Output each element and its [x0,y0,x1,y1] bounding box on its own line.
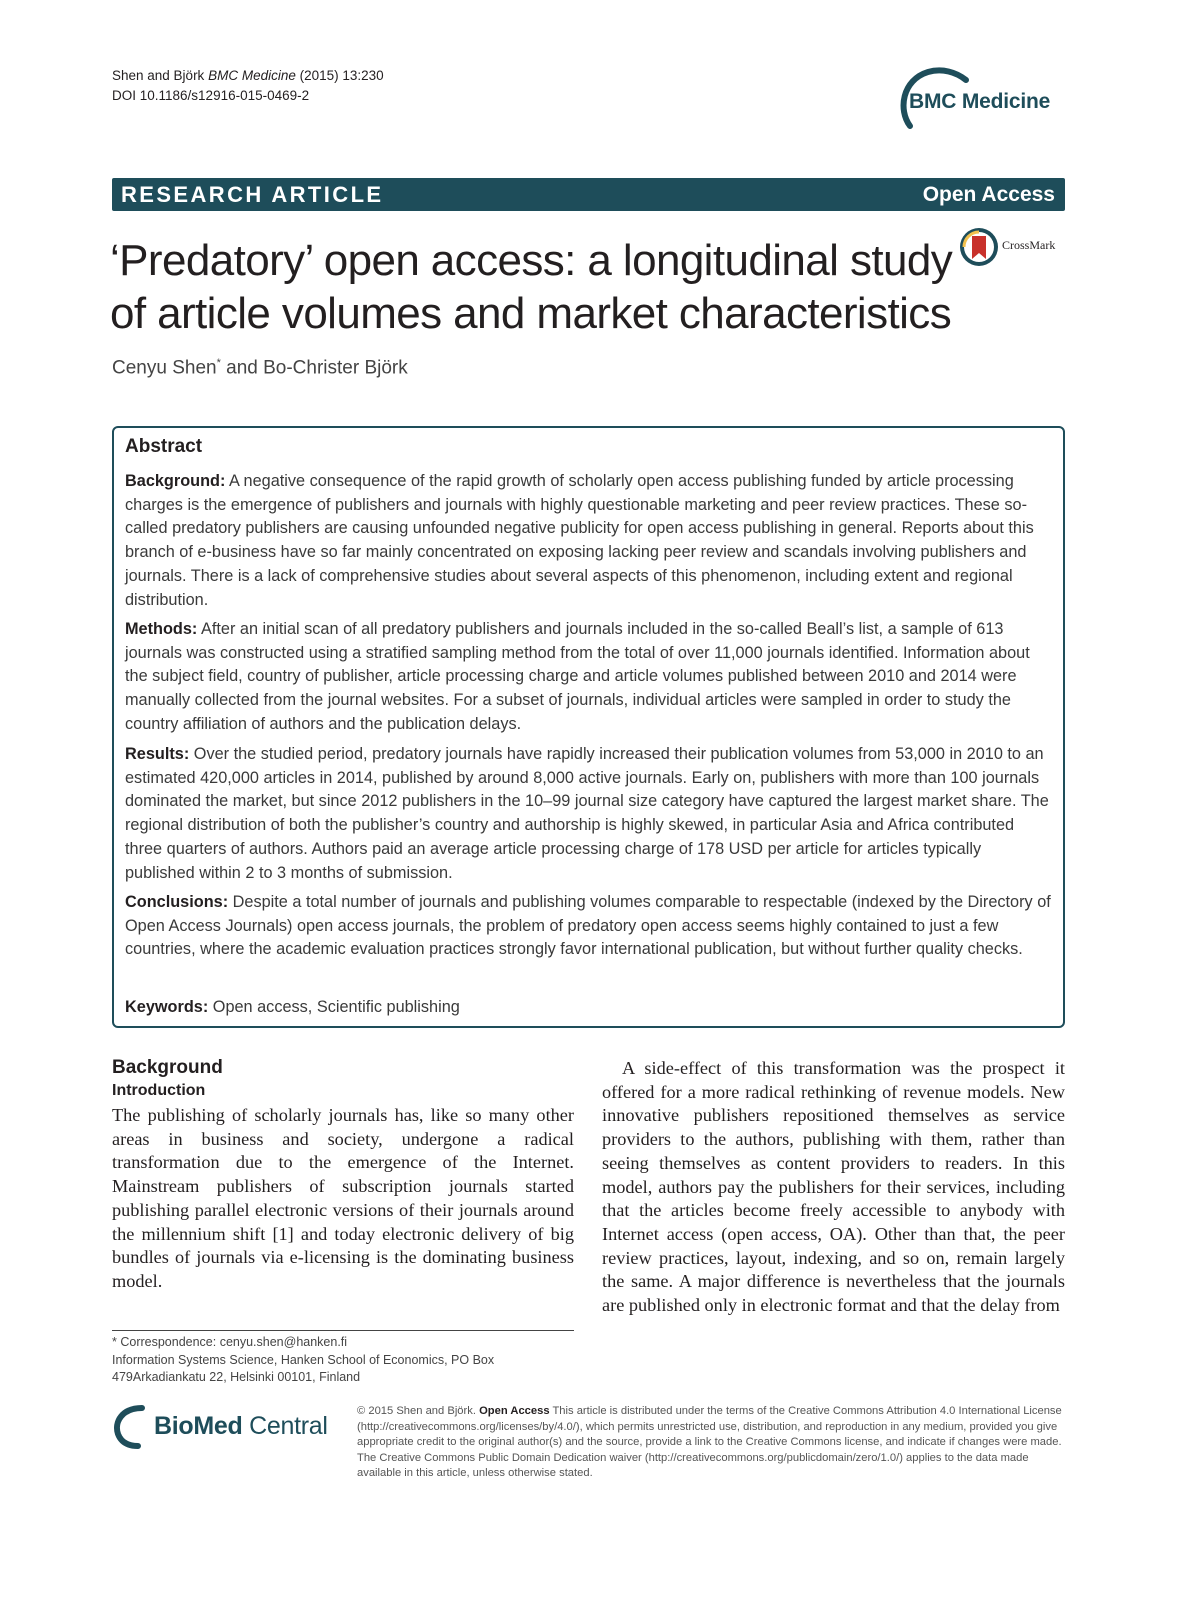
abstract-methods-label: Methods: [125,620,198,638]
abstract-keywords-label: Keywords: [125,998,209,1016]
author-list [112,357,408,379]
corresponding-mark: * [216,357,221,369]
abstract-methods [125,618,1055,737]
bmc-medicine-logo-text: BMC Medicine [909,90,1051,113]
abstract-conclusions-label: Conclusions: [125,893,229,911]
crossmark-label: CrossMark [1002,238,1056,252]
biomed-central-logo [112,1402,342,1452]
article-type: RESEARCH ARTICLE [121,181,384,207]
abstract-conclusions [125,891,1055,962]
citation-authors: Shen and Björk [112,68,205,83]
publisher-name-rest: Central [242,1412,328,1440]
author-name: and Bo-Christer Björk [220,357,408,379]
title-line-1: ‘Predatory’ open access: a longitudinal study [110,236,953,285]
footnote-divider [112,1330,574,1331]
publisher-name-bold: BioMed [154,1412,243,1440]
author-name: Cenyu Shen [112,357,217,379]
correspondence: * Correspondence: cenyu.shen@hanken.fi [112,1335,348,1349]
license-copyright: © 2015 Shen and Björk. [357,1405,476,1417]
license-statement [357,1404,1067,1482]
abstract-conclusions-text: Despite a total number of journals and publishing volumes comparable to respectable (indexed by the Directory of Open Access Journals) open access journals, the problem of predatory open access seems highly contained to just a few countries, where the academic evaluation practices strongly favor international publication, but without further quality checks. [125,893,1051,959]
affiliation-line-1: Information Systems Science, Hanken School of Economics, PO Box [112,1352,495,1367]
bmc-medicine-logo [896,66,1072,130]
article-title [110,234,960,340]
abstract-results-label: Results: [125,745,190,763]
abstract-methods-text: After an initial scan of all predatory publishers and journals included in the so-called Beall’s list, a sample of 613 journals was constructed using a stratified sampling method from the total of over 11,000 journals identified. Information about the subject field, country of publisher, article processing charge and article volumes published between 2010 and 2014 were manually collected from the journal websites. For a subset of journals, individual articles were sampled in order to study the country affiliation of authors and the publication delays. [125,620,1030,733]
abstract-results [125,743,1055,885]
body-column-left: The publishing of scholarly journals has, like so many other areas in business and society, undergone a radical transformation due to the emergence of the Internet. Mainstream publishers of subscription journals started publishing parallel electronic versions of their journals around the millennium shift [1] and today electronic delivery of big bundles of journals via e-licensing is the dominating business model. [112,1105,574,1291]
abstract-keywords-text: Open access, Scientific publishing [208,998,460,1016]
citation-block [112,66,384,106]
abstract-background-label: Background: [125,472,226,490]
citation-journal: BMC Medicine [208,68,296,83]
section-heading-background: Background [112,1057,223,1078]
abstract-background-text: A negative consequence of the rapid growth of scholarly open access publishing funded by article processing charges is the emergence of publishers and journals with highly questionable marketing and peer review practices. These so-called predatory publishers are causing unfounded negative publicity for open access publishing in general. Reports about this branch of e-business have so far mainly concentrated on exposing lacking peer review and scandals involving publishers and journals. There is a lack of comprehensive studies about several aspects of this phenomenon, including extent and regional distribution. [125,472,1034,609]
open-access-label: Open Access [922,182,1055,206]
license-open-access: Open Access [479,1405,550,1417]
abstract-heading: Abstract [125,436,203,457]
abstract-background [125,470,1055,612]
subsection-heading-introduction: Introduction [112,1082,206,1099]
article-type-banner [112,178,1065,211]
citation-volume: (2015) 13:230 [299,68,384,83]
doi: DOI 10.1186/s12916-015-0469-2 [112,88,310,103]
biomed-arc-icon [112,1402,156,1450]
abstract-keywords [125,996,1055,1020]
title-line-2: of article volumes and market characteristics [110,289,952,338]
crossmark-badge[interactable] [958,226,1068,266]
affiliation-line-2: 479Arkadiankatu 22, Helsinki 00101, Finland [112,1370,361,1384]
license-text: This article is distributed under the terms of the Creative Commons Attribution 4.0 International License (http://creativecommons.org/licenses/by/4.0/), which permits unrestricted use, distribution, and reproduction in any medium, provided you give appropriate credit to the original author(s) and the source, provide a link to the Creative Commons license, and indicate if changes were made. The Creative Commons Public Domain Dedication waiver (http://creativecommons.org/publicdomain/zero/1.0/) applies to the data made available in this article, unless otherwise stated. [357,1405,1062,1480]
abstract-results-text: Over the studied period, predatory journals have rapidly increased their publication volumes from 53,000 in 2010 to an estimated 420,000 articles in 2014, published by around 8,000 active journals. Early on, publishers with more than 100 journals dominated the market, but since 2012 publishers in the 10–99 journal size category have captured the largest market share. The regional distribution of both the publisher’s country and authorship is highly skewed, in particular Asia and Africa contributed three quarters of authors. Authors paid an average article processing charge of 178 USD per article for articles typically published within 2 to 3 months of submission. [125,745,1049,882]
crossmark-icon [958,226,1000,268]
footnote [112,1334,582,1387]
body-column-right: A side-effect of this transformation was the prospect it offered for a more radical rethinking of revenue models. New innovative publishers repositioned themselves as service providers to the authors, publishing with them, rather than seeing themselves as content providers to readers. In this model, authors pay the publishers for their services, including that the articles become freely accessible to anybody with Internet access (open access, OA). Other than that, the peer review practices, layout, indexing, and so on, remain largely the same. A major difference is nevertheless that the journals are published only in electronic format and that the delay from [602,1058,1065,1316]
